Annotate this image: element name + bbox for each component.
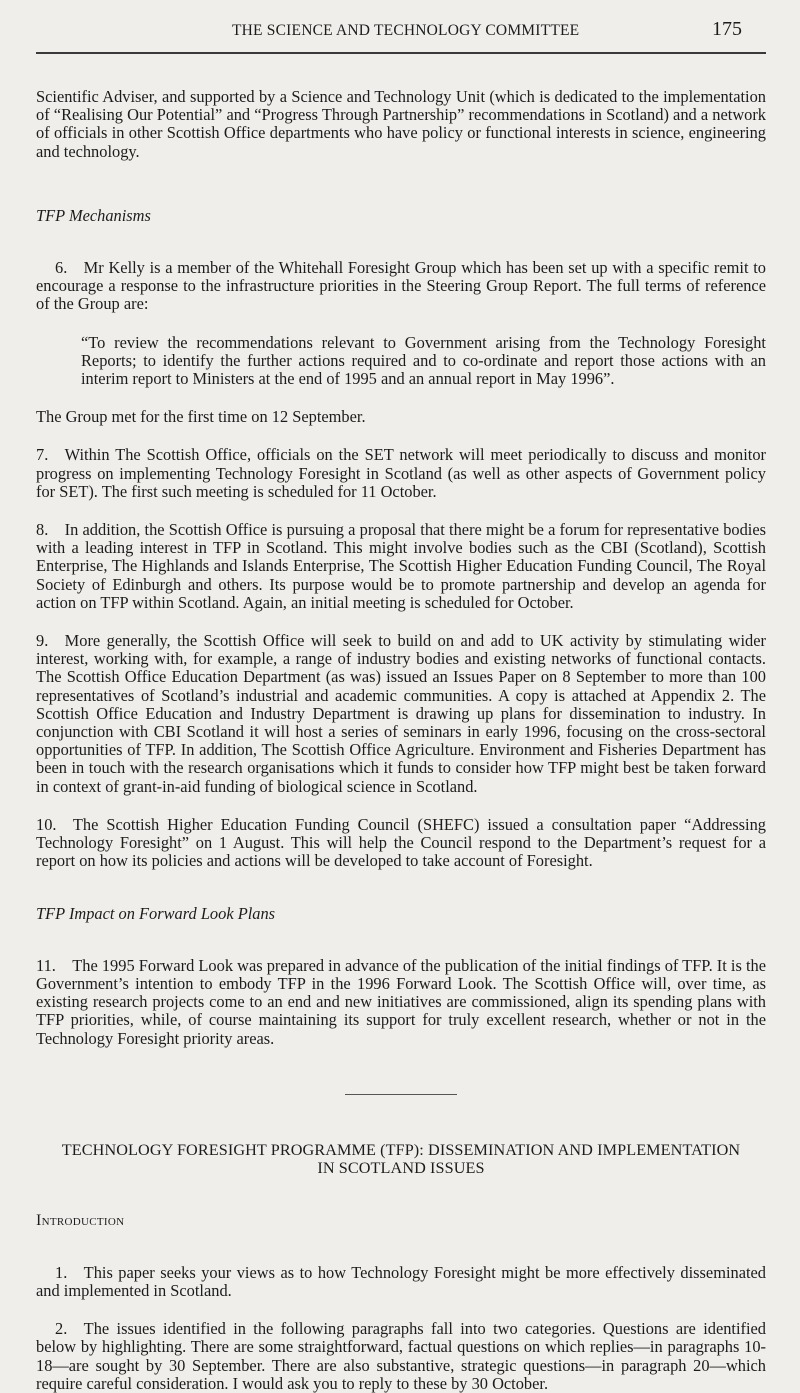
terms-of-reference-quote: “To review the recommendations relevant to Government arising from the Technology Foresight Reports; to identify the further actions required and to co-ordinate and report those actions with an interim report to Ministers at the end of 1995 and an annual report in May 1996”. — [81, 332, 766, 389]
issues-paragraph-2: 2. The issues identified in the following paragraphs fall into two categories. Questions are identified below by highlighting. There are some straightforward, factual questions on which replies—in paragraphs 10-18—are sought by 30 September. There are also substantive, strategic questions—in paragraph 20—which require careful consideration. I would ask you to reply to these by 30 October. — [36, 1319, 766, 1393]
issues-paragraph-1: 1. This paper seeks your views as to how Technology Foresight might be more effectively disseminated and implemented in Scotland. — [36, 1262, 766, 1301]
intro-paragraph: Scientific Adviser, and supported by a Science and Technology Unit (which is dedicated to the implementation of “Realising Our Potential” and “Progress Through Partnership” recommendations in Scotland) and a network of officials in other Scottish Office departments who have policy or functional interests in science, engineering and technology. — [36, 87, 766, 161]
paragraph-10: 10. The Scottish Higher Education Funding Council (SHEFC) issued a consultation paper “Addressing Technology Foresight” on 1 August. This will help the Council respond to the Department’s request for a report on how its policies and actions will be developed to take account of Foresight. — [36, 814, 766, 871]
running-header — [0, 18, 800, 50]
paragraph-11: 11. The 1995 Forward Look was prepared in advance of the publication of the initial findings of TFP. It is the Government’s intention to embody TFP in the 1996 Forward Look. The Scottish Office will, over time, as existing research projects come to an end and new initiatives are commissioned, align its spending plans with TFP priorities, while, of course maintaining its support for truly excellent research, whether or not in the Technology Foresight priority areas. — [36, 955, 766, 1048]
header-rule — [36, 52, 766, 54]
section-title-line-1: TECHNOLOGY FORESIGHT PROGRAMME (TFP): DISSEMINATION AND IMPLEMENTATION — [61, 1141, 741, 1160]
paragraph-7: 7. Within The Scottish Office, officials on the SET network will meet periodically to discuss and monitor progress on implementing Technology Foresight in Scotland (as well as other aspects of Government policy for SET). The first such meeting is scheduled for 11 October. — [36, 445, 766, 501]
heading-tfp-impact: TFP Impact on Forward Look Plans — [36, 903, 276, 923]
page-number: 175 — [712, 18, 742, 40]
group-met-line: The Group met for the first time on 12 September. — [36, 407, 366, 427]
paragraph-9: 9. More generally, the Scottish Office will seek to build on and add to UK activity by stimulating wider interest, working with, for example, a range of industry bodies and existing networks of functional contacts. The Scottish Office Education Department (as was) issued an Issues Paper on 8 September to more than 100 representatives of Scotland’s industrial and academic communities. A copy is attached at Appendix 2. The Scottish Office Education and Industry Department is drawing up plans for dissemination to industry. In conjunction with CBI Scotland it will host a series of seminars in early 1996, focusing on the cross-sectoral opportunities of TFP. In addition, The Scottish Office Agriculture. Environment and Fisheries Department has been in touch with the research organisations which it funds to consider how TFP might best be taken forward in context of grant-in-aid funding of biological science in Scotland. — [36, 631, 766, 796]
paragraph-6: 6. Mr Kelly is a member of the Whitehall Foresight Group which has been set up with a specific remit to encourage a response to the infrastructure priorities in the Steering Group Report. The full terms of reference of the Group are: — [36, 258, 766, 314]
paragraph-8: 8. In addition, the Scottish Office is pursuing a proposal that there might be a forum for representative bodies with a leading interest in TFP in Scotland. This might involve bodies such as the CBI (Scotland), Scottish Enterprise, The Highlands and Islands Enterprise, The Scottish Higher Education Funding Council, The Royal Society of Edinburgh and others. Its purpose would be to promote partnership and develop an agenda for action on TFP within Scotland. Again, an initial meeting is scheduled for October. — [36, 520, 766, 612]
section-title-line-2: IN SCOTLAND ISSUES — [317, 1159, 485, 1178]
page-content — [36, 88, 766, 1393]
header-title: THE SCIENCE AND TECHNOLOGY COMMITTEE — [232, 22, 580, 39]
heading-introduction: Introduction — [36, 1211, 125, 1229]
heading-tfp-mechanisms: TFP Mechanisms — [36, 205, 151, 225]
